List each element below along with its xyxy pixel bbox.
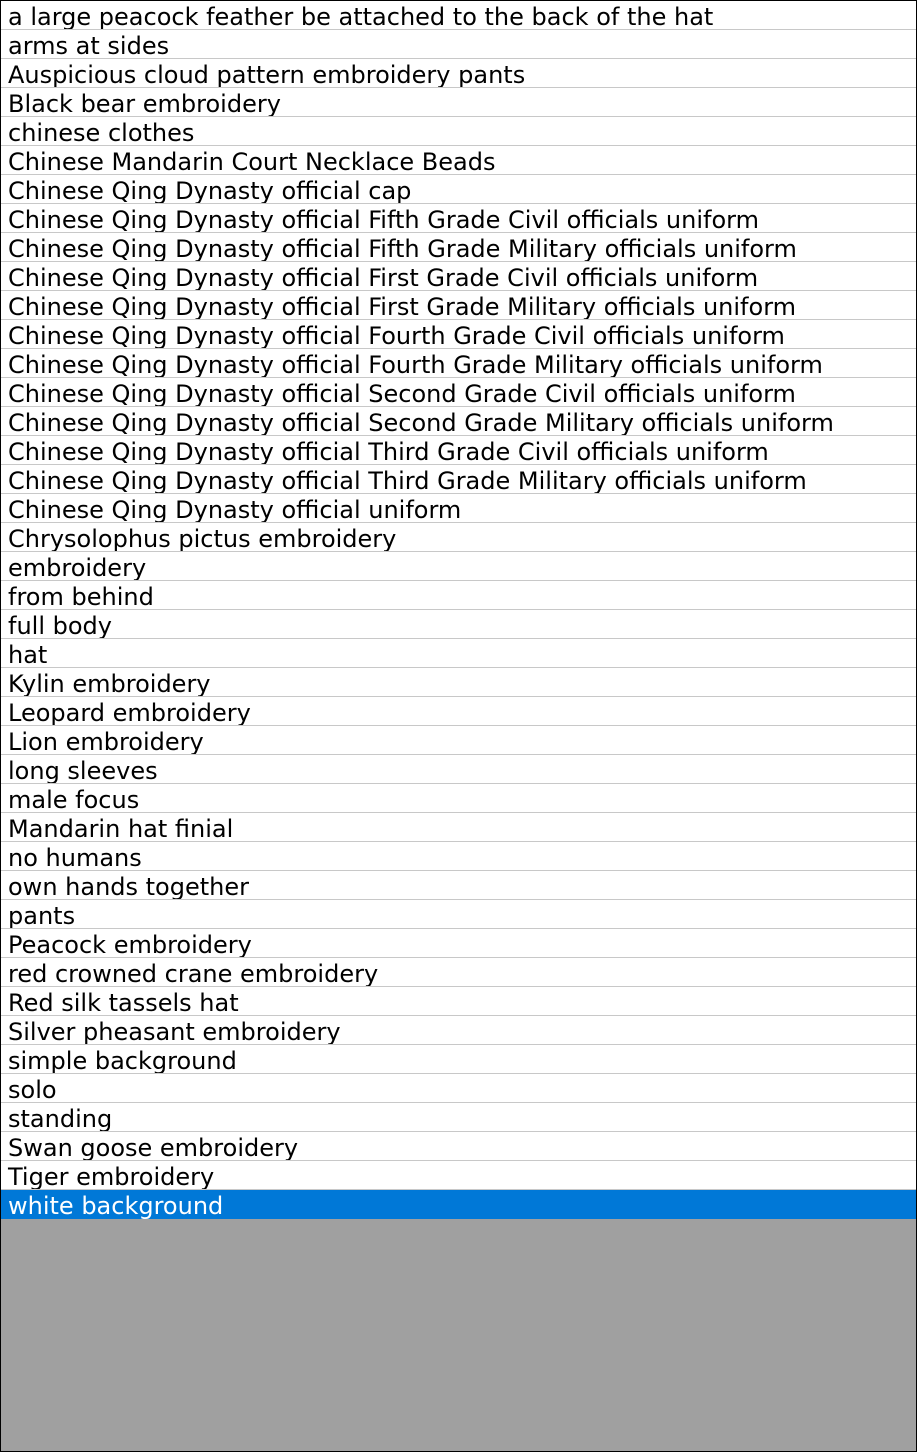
list-item[interactable]: Chinese Qing Dynasty official Fourth Grade Military officials uniform: [1, 349, 916, 378]
list-item[interactable]: Chinese Qing Dynasty official cap: [1, 175, 916, 204]
list-item[interactable]: pants: [1, 900, 916, 929]
list-item[interactable]: Swan goose embroidery: [1, 1132, 916, 1161]
list-item[interactable]: Silver pheasant embroidery: [1, 1016, 916, 1045]
list-item[interactable]: Leopard embroidery: [1, 697, 916, 726]
list-item[interactable]: male focus: [1, 784, 916, 813]
list-item[interactable]: Red silk tassels hat: [1, 987, 916, 1016]
list-item[interactable]: Chinese Qing Dynasty official Second Grade Civil officials uniform: [1, 378, 916, 407]
list-item[interactable]: Mandarin hat finial: [1, 813, 916, 842]
list-item[interactable]: solo: [1, 1074, 916, 1103]
tag-list: [1, 1, 916, 1219]
list-item[interactable]: standing: [1, 1103, 916, 1132]
list-item[interactable]: Chinese Qing Dynasty official Third Grade Military officials uniform: [1, 465, 916, 494]
list-item[interactable]: Black bear embroidery: [1, 88, 916, 117]
list-item[interactable]: Chinese Qing Dynasty official Fifth Grade Military officials uniform: [1, 233, 916, 262]
list-item[interactable]: own hands together: [1, 871, 916, 900]
list-item[interactable]: simple background: [1, 1045, 916, 1074]
list-item[interactable]: Chinese Qing Dynasty official uniform: [1, 494, 916, 523]
list-item[interactable]: arms at sides: [1, 30, 916, 59]
list-item[interactable]: long sleeves: [1, 755, 916, 784]
list-item[interactable]: embroidery: [1, 552, 916, 581]
list-item[interactable]: Kylin embroidery: [1, 668, 916, 697]
list-item[interactable]: hat: [1, 639, 916, 668]
list-item[interactable]: full body: [1, 610, 916, 639]
list-item[interactable]: Chinese Qing Dynasty official Third Grade Civil officials uniform: [1, 436, 916, 465]
list-item[interactable]: Chinese Mandarin Court Necklace Beads: [1, 146, 916, 175]
list-item[interactable]: a large peacock feather be attached to the back of the hat: [1, 1, 916, 30]
list-item[interactable]: from behind: [1, 581, 916, 610]
list-item[interactable]: Lion embroidery: [1, 726, 916, 755]
list-item[interactable]: Peacock embroidery: [1, 929, 916, 958]
list-item[interactable]: chinese clothes: [1, 117, 916, 146]
list-item[interactable]: red crowned crane embroidery: [1, 958, 916, 987]
list-item[interactable]: Tiger embroidery: [1, 1161, 916, 1190]
list-item[interactable]: no humans: [1, 842, 916, 871]
list-item-selected[interactable]: white background: [1, 1190, 916, 1219]
list-item[interactable]: Chinese Qing Dynasty official Fifth Grade Civil officials uniform: [1, 204, 916, 233]
list-item[interactable]: Auspicious cloud pattern embroidery pants: [1, 59, 916, 88]
list-item[interactable]: Chinese Qing Dynasty official Fourth Grade Civil officials uniform: [1, 320, 916, 349]
list-item[interactable]: Chrysolophus pictus embroidery: [1, 523, 916, 552]
list-item[interactable]: Chinese Qing Dynasty official Second Grade Military officials uniform: [1, 407, 916, 436]
list-item[interactable]: Chinese Qing Dynasty official First Grade Military officials uniform: [1, 291, 916, 320]
list-item[interactable]: Chinese Qing Dynasty official First Grade Civil officials uniform: [1, 262, 916, 291]
